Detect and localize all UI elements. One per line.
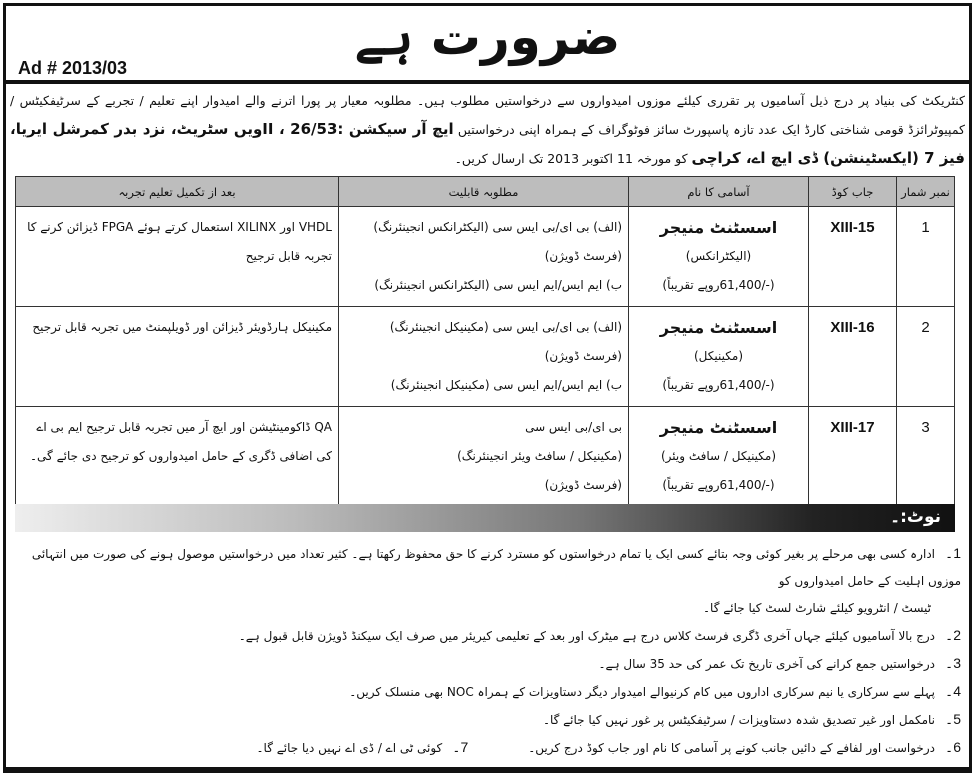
post-salary: (-/61,400روپے تقریباً) bbox=[662, 278, 775, 292]
serial: 3 bbox=[897, 407, 955, 507]
note-item bbox=[12, 622, 961, 650]
header-job-code: جاب کوڈ bbox=[809, 177, 897, 207]
note-number: 1 ۔ bbox=[945, 545, 961, 561]
qualification bbox=[339, 207, 629, 307]
note-number: 3 ۔ bbox=[945, 655, 961, 671]
header-qualification: مطلوبہ قابلیت bbox=[339, 177, 629, 207]
qualification bbox=[339, 407, 629, 507]
note-item-continued bbox=[12, 595, 961, 622]
note-text: ادارہ کسی بھی مرحلے پر بغیر کوئی وجہ بتائے کسی ایک یا تمام درخواستوں کو مسترد کرنے کا حق محفوظ رکھتا ہے۔ کثیر تعداد میں درخواستیں موصول ہونے کی صورت میں انتہائی موزوں اہلیت کے حامل امیدواروں کو bbox=[31, 547, 961, 588]
qual-line: (فرسٹ ڈویژن) bbox=[544, 249, 622, 263]
post-field: (مکینیکل) bbox=[694, 349, 743, 363]
qual-line: (فرسٹ ڈویژن) bbox=[544, 349, 622, 363]
post-title: اسسٹنٹ منیجر bbox=[659, 418, 778, 437]
post-field: (الیکٹرانکس) bbox=[685, 249, 752, 263]
qual-line: (فرسٹ ڈویژن) bbox=[544, 478, 622, 492]
header-experience: بعد از تکمیل تعلیم تجربہ bbox=[16, 177, 339, 207]
job-code: XIII-15 bbox=[809, 207, 897, 307]
note-number: 6 ۔ bbox=[945, 739, 961, 755]
note-item bbox=[12, 650, 961, 678]
qual-line: (الف) بی ای/بی ایس سی (مکینیکل انجینئرنگ) bbox=[389, 320, 622, 334]
note-text: ٹیسٹ / انٹرویو کیلئے شارٹ لسٹ کیا جائے گا۔ bbox=[703, 601, 931, 615]
qual-line: بی ای/بی ایس سی bbox=[525, 420, 622, 434]
header-serial: نمبر شمار bbox=[897, 177, 955, 207]
positions-table bbox=[15, 176, 955, 507]
header-post-name: آسامی کا نام bbox=[629, 177, 809, 207]
ad-title: ضرورت ہے bbox=[354, 8, 621, 66]
intro-line-2: ایک عدد تازہ پاسپورٹ سائز فوٹوگراف کے ہمراہ اپنی درخواستیں bbox=[457, 122, 801, 137]
ad-number: Ad # 2013/03 bbox=[18, 58, 128, 78]
qual-line: ب) ایم ایس/ایم ایس سی (مکینیکل انجینئرنگ) bbox=[390, 378, 622, 392]
table-row bbox=[16, 207, 955, 307]
qual-line: ب) ایم ایس/ایم ایس سی (الیکٹرانکس انجینئرنگ) bbox=[374, 278, 622, 292]
note-number: 2 ۔ bbox=[945, 627, 961, 643]
experience: QA ڈاکومینٹیشن اور ایچ آر میں تجربہ قابل ترجیح ایم بی اے کی اضافی ڈگری کے حامل امیدواروں کو ترجیح دی جائے گی۔ bbox=[16, 407, 339, 507]
table-row bbox=[16, 407, 955, 507]
post-field: (مکینیکل / سافٹ ویئر) bbox=[660, 449, 777, 463]
notes-title: نوٹ:۔ bbox=[890, 507, 941, 527]
qualification bbox=[339, 307, 629, 407]
notes-list bbox=[12, 540, 961, 762]
note-number: 4 ۔ bbox=[945, 683, 961, 699]
note-item bbox=[12, 706, 961, 734]
note-text: درخواستیں جمع کرانے کی آخری تاریخ تک عمر کی حد 35 سال ہے۔ bbox=[598, 657, 935, 671]
note-item bbox=[12, 678, 961, 706]
job-code: XIII-16 bbox=[809, 307, 897, 407]
experience: مکینیکل ہارڈویئر ڈیزائن اور ڈویلپمنٹ میں تجربہ قابل ترجیح bbox=[16, 307, 339, 407]
intro-line-1: کنٹریکٹ کی بنیاد پر درج ذیل آسامیوں پر تقرری کیلئے موزوں امیدواروں سے درخواستیں مطلوب ہیں۔ مطلوبہ معیار پر پورا اترنے والے امیدوار اپنے تعلیم / تجربے کے سرٹیفکیٹس / کمپیوٹرائزڈ قومی شناختی کارڈ bbox=[10, 93, 966, 137]
intro-address: ایچ آر سیکشن :53/II ، 26ویں سٹریٹ، نزد بدر کمرشل ایریا، فیز 7 (ایکسٹینشن) ڈی ایچ اے، کراچی bbox=[10, 120, 965, 167]
experience: VHDL اور XILINX استعمال کرتے ہوئے FPGA ڈیزائن کرنے کا تجربہ قابل ترجیح bbox=[16, 207, 339, 307]
post bbox=[629, 407, 809, 507]
post-salary: (-/61,400روپے تقریباً) bbox=[662, 478, 775, 492]
post bbox=[629, 307, 809, 407]
note-text: کوئی ٹی اے / ڈی اے نہیں دیا جائے گا۔ bbox=[256, 741, 443, 755]
note-item bbox=[12, 540, 961, 595]
notes-banner bbox=[15, 504, 955, 532]
qual-line: (الف) بی ای/بی ایس سی (الیکٹرانکس انجینئرنگ) bbox=[373, 220, 622, 234]
note-number: 7 ۔ bbox=[452, 739, 468, 755]
post bbox=[629, 207, 809, 307]
post-title: اسسٹنٹ منیجر bbox=[659, 318, 778, 337]
note-item bbox=[12, 734, 961, 762]
qual-line: (مکینیکل / سافٹ ویئر انجینئرنگ) bbox=[457, 449, 622, 463]
note-text: پہلے سے سرکاری یا نیم سرکاری اداروں میں کام کرنیوالے امیدوار دیگر دستاویزات کے ہمراہ NOC بھی منسلک کریں۔ bbox=[349, 685, 935, 699]
intro-paragraph bbox=[10, 86, 965, 173]
intro-line-3: کو مورخہ 11 اکتوبر 2013 تک ارسال کریں۔ bbox=[454, 151, 688, 166]
job-code: XIII-17 bbox=[809, 407, 897, 507]
post-salary: (-/61,400روپے تقریباً) bbox=[662, 378, 775, 392]
note-text: درخواست اور لفافے کے دائیں جانب کونے پر آسامی کا نام اور جاب کوڈ درج کریں۔ bbox=[528, 741, 935, 755]
note-text: درج بالا آسامیوں کیلئے جہاں آخری ڈگری فرسٹ کلاس درج ہے میٹرک اور بعد کے تعلیمی کیریئر میں صرف ایک سیکنڈ ڈویژن قابل قبول ہے۔ bbox=[238, 629, 935, 643]
header bbox=[6, 6, 969, 84]
note-number: 5 ۔ bbox=[945, 711, 961, 727]
note-text: نامکمل اور غیر تصدیق شدہ دستاویزات / سرٹیفکیٹس پر غور نہیں کیا جائے گا۔ bbox=[542, 713, 935, 727]
post-title: اسسٹنٹ منیجر bbox=[659, 218, 778, 237]
serial: 2 bbox=[897, 307, 955, 407]
table-row bbox=[16, 307, 955, 407]
serial: 1 bbox=[897, 207, 955, 307]
